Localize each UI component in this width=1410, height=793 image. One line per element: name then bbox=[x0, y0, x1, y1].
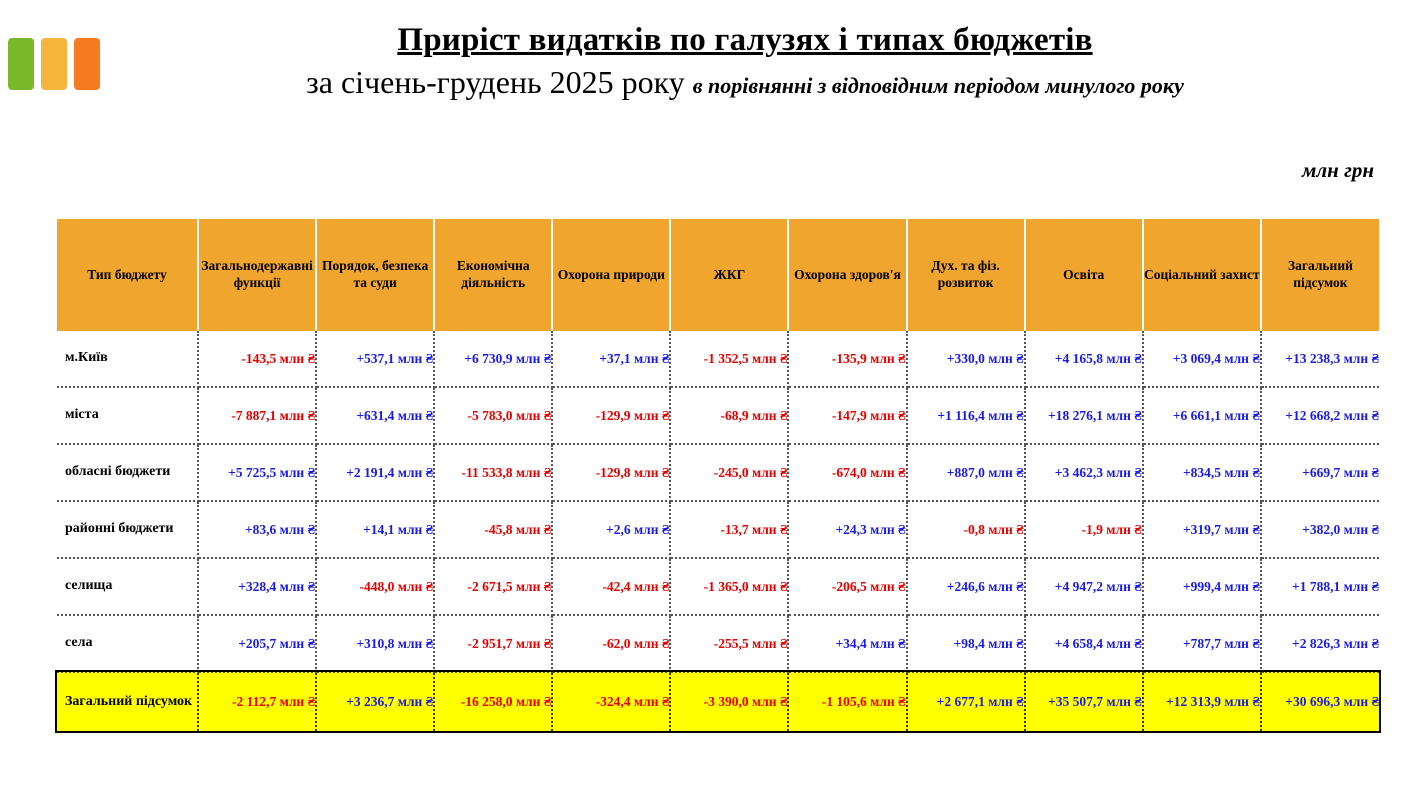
cell-oblast-social: +834,5 млн ₴ bbox=[1143, 444, 1261, 501]
cell-total-education: +35 507,7 млн ₴ bbox=[1025, 672, 1143, 731]
cell-rayon-general: +83,6 млн ₴ bbox=[198, 501, 316, 558]
cell-villages-social: +787,7 млн ₴ bbox=[1143, 615, 1261, 672]
column-header-grand-total: Загальний підсумок bbox=[1261, 219, 1379, 331]
cell-kyiv-economic: +6 730,9 млн ₴ bbox=[434, 331, 552, 387]
cell-oblast-environment: -129,8 млн ₴ bbox=[552, 444, 670, 501]
page-subtitle-comparison: в порівнянні з відповідним періодом минулого року bbox=[692, 72, 1184, 98]
cell-rayon-housing: -13,7 млн ₴ bbox=[670, 501, 788, 558]
column-header-general-functions: Загальнодержавні функції bbox=[198, 219, 316, 331]
cell-kyiv-social: +3 069,4 млн ₴ bbox=[1143, 331, 1261, 387]
cell-cities-economic: -5 783,0 млн ₴ bbox=[434, 387, 552, 444]
cell-villages-environment: -62,0 млн ₴ bbox=[552, 615, 670, 672]
cell-total-spiritual: +2 677,1 млн ₴ bbox=[907, 672, 1025, 731]
table-body bbox=[57, 331, 1379, 731]
column-header-order-security-courts: Порядок, безпека та суди bbox=[316, 219, 434, 331]
cell-cities-health: -147,9 млн ₴ bbox=[788, 387, 906, 444]
page-title: Приріст видатків по галузях і типах бюджетів bbox=[397, 22, 1093, 58]
table-row bbox=[57, 331, 1379, 387]
table-header-row bbox=[57, 219, 1379, 331]
budget-table-container bbox=[57, 219, 1379, 731]
cell-oblast-total: +669,7 млн ₴ bbox=[1261, 444, 1379, 501]
table-row bbox=[57, 615, 1379, 672]
cell-cities-environment: -129,9 млн ₴ bbox=[552, 387, 670, 444]
cell-oblast-education: +3 462,3 млн ₴ bbox=[1025, 444, 1143, 501]
row-label-rayon-budgets: районні бюджети bbox=[57, 501, 198, 558]
page-subtitle bbox=[110, 64, 1380, 101]
cell-oblast-general: +5 725,5 млн ₴ bbox=[198, 444, 316, 501]
cell-settlements-economic: -2 671,5 млн ₴ bbox=[434, 558, 552, 615]
table-head bbox=[57, 219, 1379, 331]
cell-villages-health: +34,4 млн ₴ bbox=[788, 615, 906, 672]
logo-bar-orange bbox=[74, 38, 100, 90]
table-row bbox=[57, 558, 1379, 615]
cell-settlements-order: -448,0 млн ₴ bbox=[316, 558, 434, 615]
cell-cities-order: +631,4 млн ₴ bbox=[316, 387, 434, 444]
logo bbox=[8, 38, 100, 90]
column-header-environment: Охорона природи bbox=[552, 219, 670, 331]
logo-bar-green bbox=[8, 38, 34, 90]
column-header-budget-type: Тип бюджету bbox=[57, 219, 198, 331]
cell-cities-spiritual: +1 116,4 млн ₴ bbox=[907, 387, 1025, 444]
page-header bbox=[110, 22, 1380, 101]
row-label-oblast-budgets: обласні бюджети bbox=[57, 444, 198, 501]
logo-bar-yellow bbox=[41, 38, 67, 90]
column-header-economic-activity: Економічна діяльність bbox=[434, 219, 552, 331]
column-header-spiritual-physical: Дух. та фіз. розвиток bbox=[907, 219, 1025, 331]
cell-oblast-order: +2 191,4 млн ₴ bbox=[316, 444, 434, 501]
cell-rayon-health: +24,3 млн ₴ bbox=[788, 501, 906, 558]
cell-kyiv-environment: +37,1 млн ₴ bbox=[552, 331, 670, 387]
cell-oblast-health: -674,0 млн ₴ bbox=[788, 444, 906, 501]
cell-villages-total: +2 826,3 млн ₴ bbox=[1261, 615, 1379, 672]
cell-settlements-environment: -42,4 млн ₴ bbox=[552, 558, 670, 615]
row-label-villages: села bbox=[57, 615, 198, 672]
cell-kyiv-total: +13 238,3 млн ₴ bbox=[1261, 331, 1379, 387]
budget-table bbox=[57, 219, 1379, 731]
column-header-housing-utilities: ЖКГ bbox=[670, 219, 788, 331]
table-total-row bbox=[57, 672, 1379, 731]
cell-villages-education: +4 658,4 млн ₴ bbox=[1025, 615, 1143, 672]
cell-rayon-social: +319,7 млн ₴ bbox=[1143, 501, 1261, 558]
cell-settlements-spiritual: +246,6 млн ₴ bbox=[907, 558, 1025, 615]
cell-settlements-social: +999,4 млн ₴ bbox=[1143, 558, 1261, 615]
cell-oblast-housing: -245,0 млн ₴ bbox=[670, 444, 788, 501]
cell-total-general: -2 112,7 млн ₴ bbox=[198, 672, 316, 731]
cell-settlements-health: -206,5 млн ₴ bbox=[788, 558, 906, 615]
cell-rayon-total: +382,0 млн ₴ bbox=[1261, 501, 1379, 558]
cell-villages-economic: -2 951,7 млн ₴ bbox=[434, 615, 552, 672]
cell-settlements-total: +1 788,1 млн ₴ bbox=[1261, 558, 1379, 615]
cell-settlements-general: +328,4 млн ₴ bbox=[198, 558, 316, 615]
column-header-social-protection: Соціальний захист bbox=[1143, 219, 1261, 331]
cell-villages-order: +310,8 млн ₴ bbox=[316, 615, 434, 672]
cell-cities-total: +12 668,2 млн ₴ bbox=[1261, 387, 1379, 444]
units-label: млн грн bbox=[1302, 158, 1374, 182]
cell-villages-general: +205,7 млн ₴ bbox=[198, 615, 316, 672]
cell-settlements-education: +4 947,2 млн ₴ bbox=[1025, 558, 1143, 615]
table-row bbox=[57, 444, 1379, 501]
cell-kyiv-housing: -1 352,5 млн ₴ bbox=[670, 331, 788, 387]
cell-rayon-economic: -45,8 млн ₴ bbox=[434, 501, 552, 558]
column-header-healthcare: Охорона здоров'я bbox=[788, 219, 906, 331]
cell-rayon-spiritual: -0,8 млн ₴ bbox=[907, 501, 1025, 558]
cell-rayon-order: +14,1 млн ₴ bbox=[316, 501, 434, 558]
cell-total-health: -1 105,6 млн ₴ bbox=[788, 672, 906, 731]
cell-rayon-education: -1,9 млн ₴ bbox=[1025, 501, 1143, 558]
table-row bbox=[57, 387, 1379, 444]
cell-kyiv-general: -143,5 млн ₴ bbox=[198, 331, 316, 387]
cell-settlements-housing: -1 365,0 млн ₴ bbox=[670, 558, 788, 615]
cell-total-social: +12 313,9 млн ₴ bbox=[1143, 672, 1261, 731]
cell-total-grand: +30 696,3 млн ₴ bbox=[1261, 672, 1379, 731]
cell-kyiv-spiritual: +330,0 млн ₴ bbox=[907, 331, 1025, 387]
row-label-grand-total: Загальний підсумок bbox=[57, 672, 198, 731]
cell-kyiv-order: +537,1 млн ₴ bbox=[316, 331, 434, 387]
cell-total-order: +3 236,7 млн ₴ bbox=[316, 672, 434, 731]
table-row bbox=[57, 501, 1379, 558]
page-subtitle-period: за січень-грудень 2025 року bbox=[306, 63, 685, 100]
cell-kyiv-health: -135,9 млн ₴ bbox=[788, 331, 906, 387]
cell-total-housing: -3 390,0 млн ₴ bbox=[670, 672, 788, 731]
cell-cities-housing: -68,9 млн ₴ bbox=[670, 387, 788, 444]
column-header-education: Освіта bbox=[1025, 219, 1143, 331]
cell-oblast-spiritual: +887,0 млн ₴ bbox=[907, 444, 1025, 501]
cell-cities-social: +6 661,1 млн ₴ bbox=[1143, 387, 1261, 444]
cell-cities-education: +18 276,1 млн ₴ bbox=[1025, 387, 1143, 444]
cell-rayon-environment: +2,6 млн ₴ bbox=[552, 501, 670, 558]
cell-kyiv-education: +4 165,8 млн ₴ bbox=[1025, 331, 1143, 387]
cell-total-economic: -16 258,0 млн ₴ bbox=[434, 672, 552, 731]
cell-cities-general: -7 887,1 млн ₴ bbox=[198, 387, 316, 444]
row-label-cities: міста bbox=[57, 387, 198, 444]
cell-total-environment: -324,4 млн ₴ bbox=[552, 672, 670, 731]
row-label-settlements: селища bbox=[57, 558, 198, 615]
row-label-kyiv: м.Київ bbox=[57, 331, 198, 387]
cell-villages-housing: -255,5 млн ₴ bbox=[670, 615, 788, 672]
cell-villages-spiritual: +98,4 млн ₴ bbox=[907, 615, 1025, 672]
cell-oblast-economic: -11 533,8 млн ₴ bbox=[434, 444, 552, 501]
